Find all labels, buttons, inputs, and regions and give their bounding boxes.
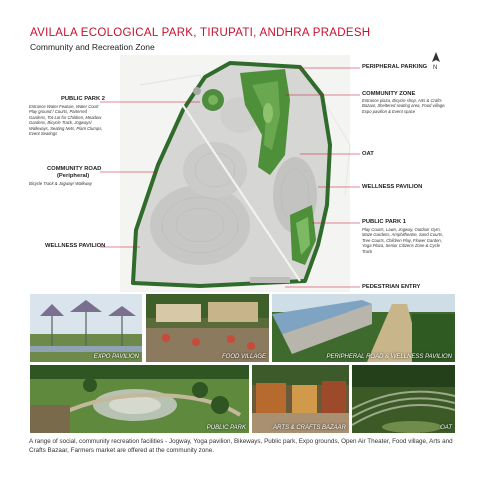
- label-peripheral-parking: PERIPHERAL PARKING: [362, 64, 428, 70]
- caption-peripheral-road: PERIPHERAL ROAD & WELLNESS PAVILION: [326, 354, 452, 360]
- photo-oat: [351, 364, 456, 434]
- photo-public-park: [29, 364, 250, 434]
- label-public-park-2: PUBLIC PARK 2: [61, 96, 106, 102]
- photo-expo-pavilion: [29, 293, 143, 363]
- caption-arts-crafts-bazaar: ARTS & CRAFTS BAZAAR: [273, 425, 346, 431]
- label-public-park-1: PUBLIC PARK 1: [362, 219, 407, 225]
- label-community-road: COMMUNITY ROAD: [47, 166, 102, 172]
- desc-public-park-1: Play Courts, Lawn, Jogway, Outdoor Gym, Maze Gardens, Amphitheatre, Sand Courts, Tree Courts, Children Play, Flower Garden, Yoga Plaza, Senior Citizens Zone & Cycle Track: [362, 227, 444, 254]
- photo-food-village: [145, 293, 270, 363]
- caption-oat: OAT: [440, 425, 452, 431]
- label-wellness-pavilion-left: WELLNESS PAVILION: [45, 243, 106, 249]
- label-community-zone: COMMUNITY ZONE: [362, 91, 416, 97]
- page-title: AVILALA ECOLOGICAL PARK, TIRUPATI, ANDHRA PRADESH: [30, 27, 371, 39]
- label-community-road-subtitle: (Peripheral): [57, 173, 90, 179]
- footer-description: A range of social, community recreation facilities - Jogway, Yoga pavilion, Bikeways, Public park, Expo grounds, Open Air Theater, Food village, Arts and Crafts Bazaar, Farmers market are offered at the community zone.: [29, 438, 453, 454]
- desc-community-zone: Entrance plaza, Bicycle shop, Arts & Crafts Bazaar, Sheltered seating area, Food village, Expo pavilion & Event space: [362, 98, 446, 114]
- label-wellness-pavilion-right: WELLNESS PAVILION: [362, 184, 423, 190]
- photo-arts-crafts-bazaar: [251, 364, 350, 434]
- desc-community-road: Bicycle Track & Jogway/ Walkway: [29, 181, 92, 186]
- page-subtitle: Community and Recreation Zone: [30, 42, 155, 52]
- photo-peripheral-road: [271, 293, 456, 363]
- label-oat: OAT: [362, 151, 374, 157]
- desc-public-park-2: Entrance Water Feature, Water Court Play ground / Courts, Parterred Gardens, Tot-Lot for Children, Meadow Gardens, Bicycle Track, Jogways/ Walkways, Seating Nets, Plam Clumps, Event Seatings: [29, 104, 103, 137]
- label-pedestrian-entry: PEDESTRIAN ENTRY: [362, 284, 421, 290]
- north-label: N: [433, 65, 438, 71]
- caption-food-village: FOOD VILLAGE: [221, 354, 266, 360]
- caption-expo-pavilion: EXPO PAVILION: [93, 354, 139, 360]
- caption-public-park: PUBLIC PARK: [206, 425, 246, 431]
